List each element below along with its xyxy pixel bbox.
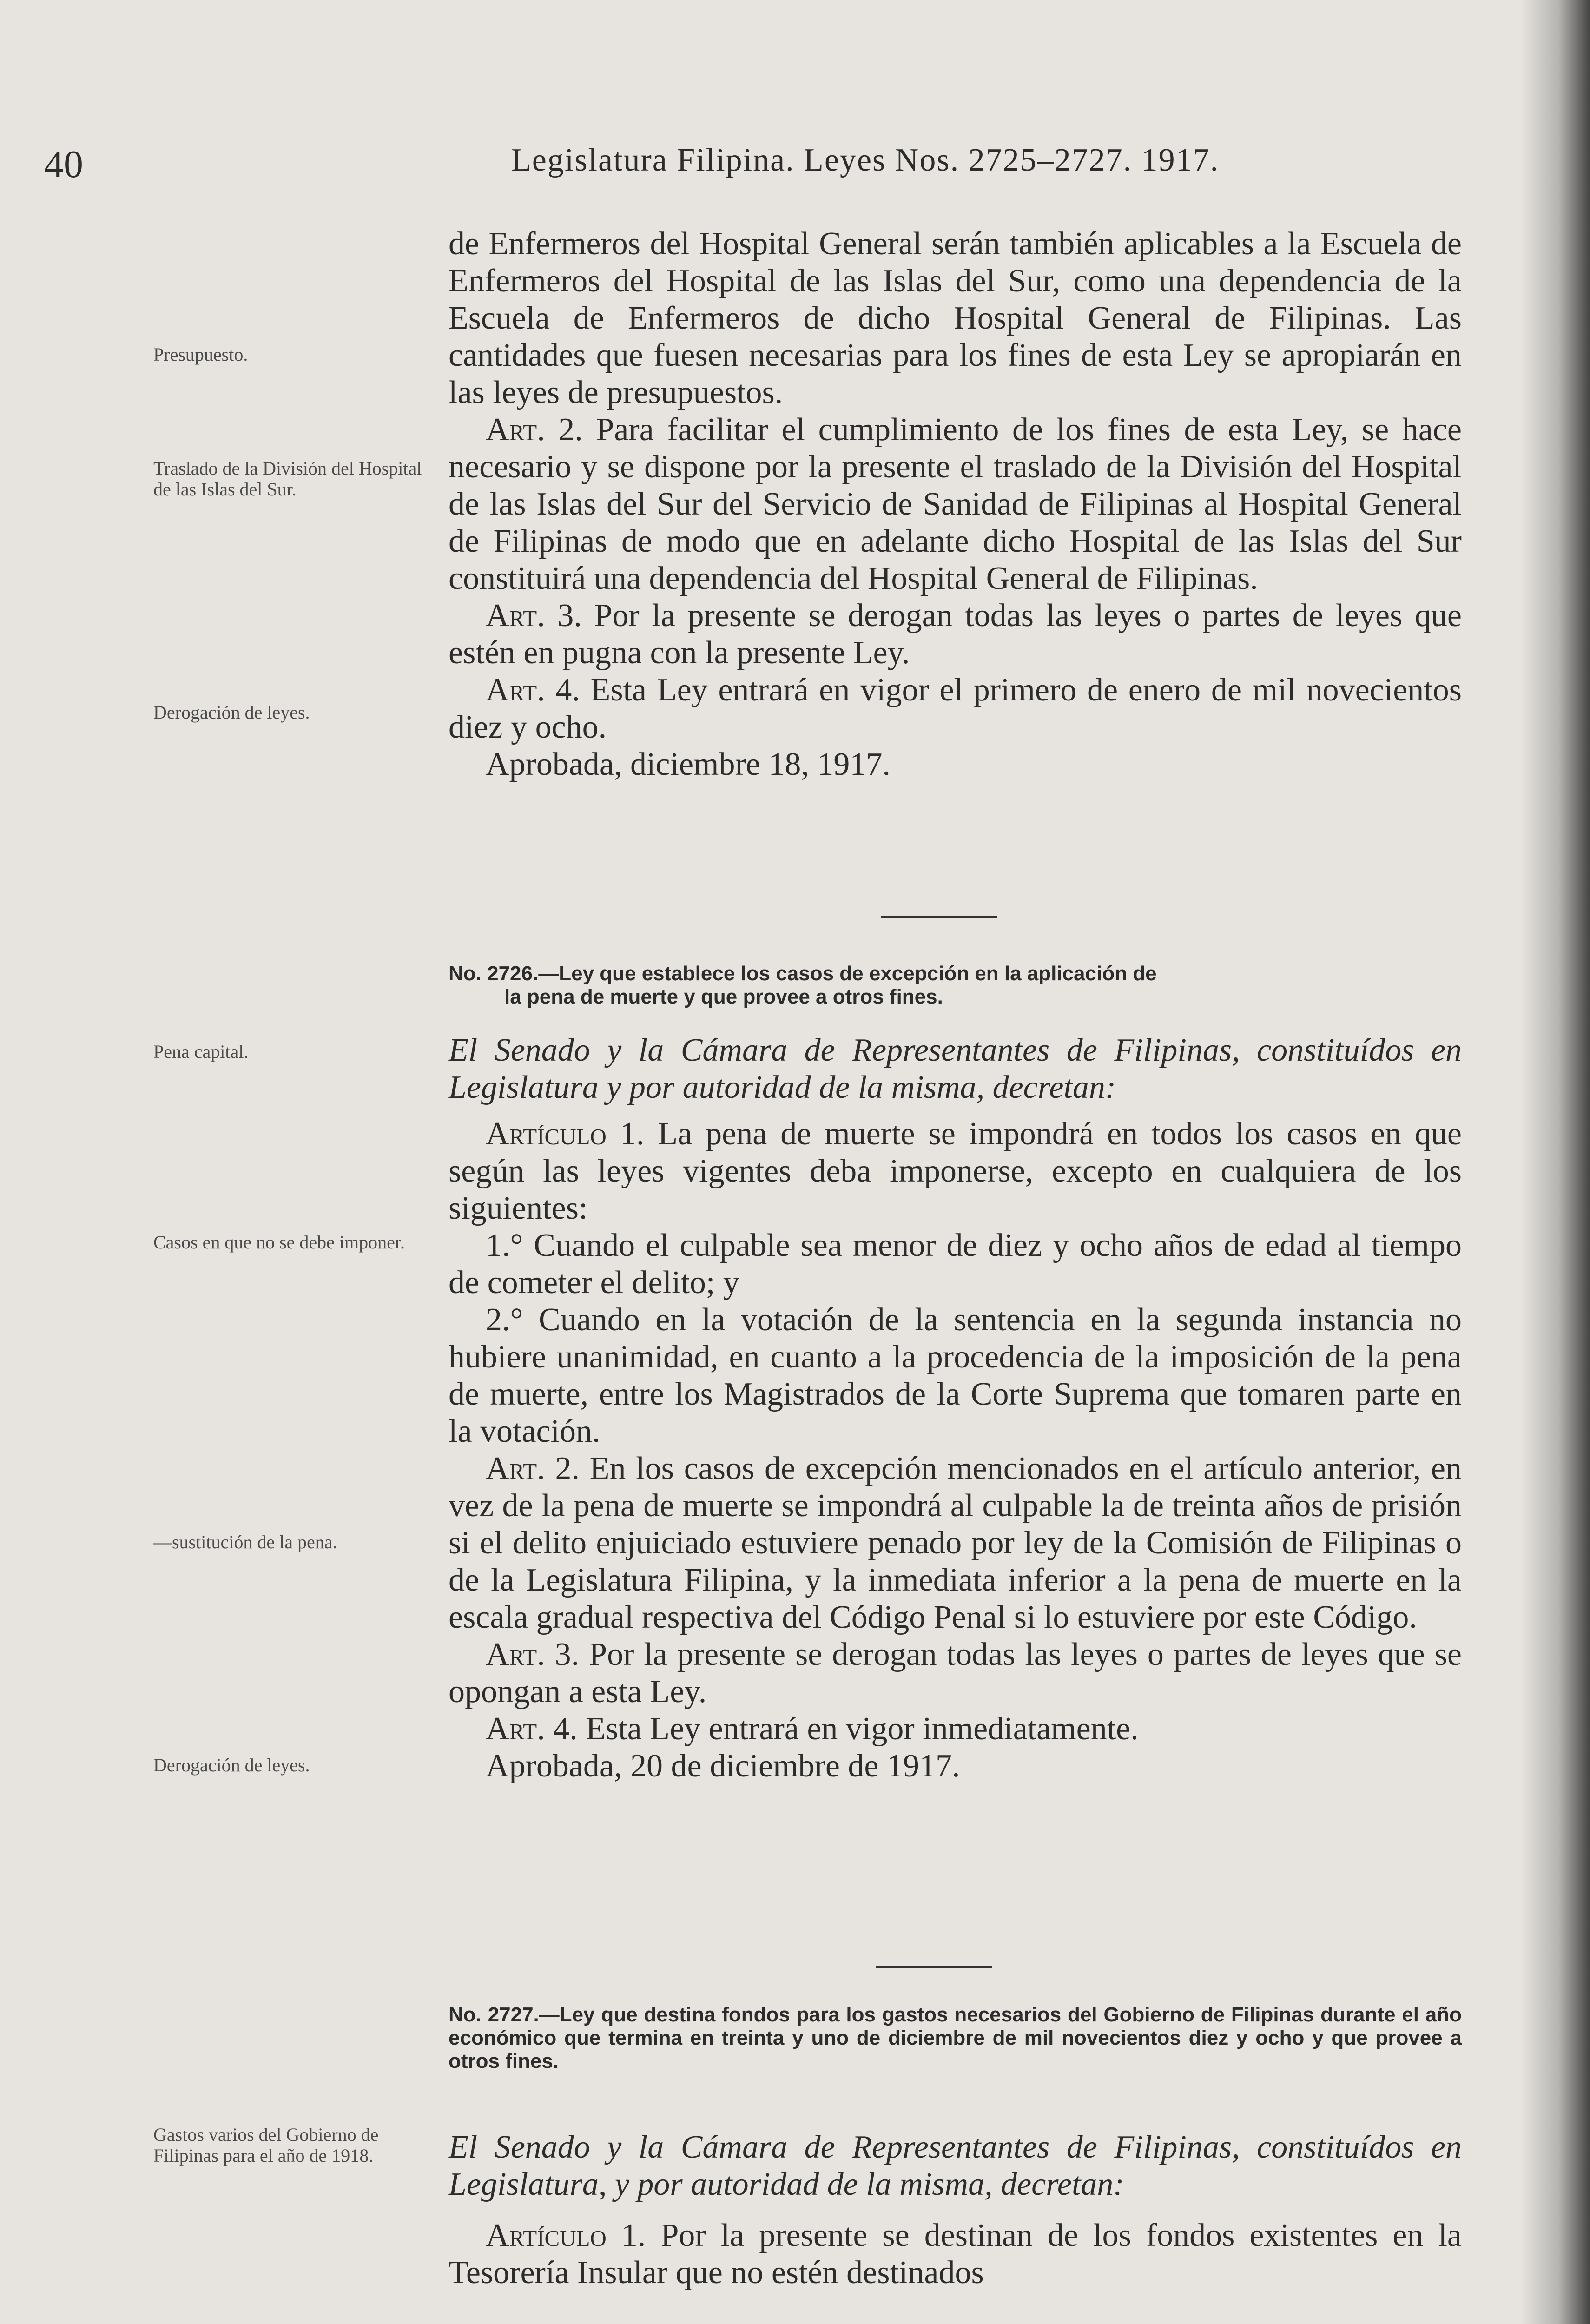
article-label: Art. 2. [486, 412, 583, 448]
section-divider [876, 1966, 992, 1968]
section-divider [881, 916, 997, 918]
law-2727-heading [449, 2003, 1462, 2073]
margin-note-derogacion-1: Derogación de leyes. [153, 702, 310, 723]
law-2726-heading [449, 962, 1462, 1009]
article-text: La pena de muerte se impondrá en todos los casos en que según las leyes vigentes deba imponerse, excepto en cualquiera de los siguientes: [449, 1116, 1462, 1226]
paragraph: de Enfermeros del Hospital General serán también aplicables a la Escuela de Enfermeros del Hospital de las Islas del Sur, como una dependencia de la Escuela de Enfermeros de dicho Hospital General de Filipinas. Las cantidades que fuesen necesarias para los fines de esta Ley se apropiarán en las leyes de presupuestos. [449, 226, 1462, 410]
law-2725-text [449, 225, 1462, 783]
article-label: Art. 3. [486, 598, 582, 634]
article-2 [449, 411, 1462, 597]
margin-note-sustitucion: —sustitución de la pena. [153, 1532, 337, 1552]
approval-date: Aprobada, 20 de diciembre de 1917. [486, 1748, 960, 1784]
article-1 [449, 1116, 1462, 1227]
article-label: Artículo 1. [486, 2218, 646, 2253]
page-number: 40 [44, 143, 83, 186]
law-number: No. 2726. [449, 962, 539, 985]
law-number: No. 2727. [449, 2003, 539, 2026]
article-text: Esta Ley entrará en vigor inmediatamente. [577, 1711, 1139, 1747]
enacting-clause: El Senado y la Cámara de Representantes de Filipinas, constituídos en Legislatura, y por autoridad de la misma, decretan: [449, 2129, 1462, 2202]
margin-note-traslado: Traslado de la División del Hospital de las Islas del Sur. [153, 458, 422, 500]
article-label: Artículo 1. [486, 1116, 645, 1152]
approval-date: Aprobada, diciembre 18, 1917. [486, 746, 891, 782]
margin-note-gastos: Gastos varios del Gobierno de Filipinas para el año de 1918. [153, 2124, 379, 2166]
margin-note-casos: Casos en que no se debe imponer. [153, 1232, 405, 1253]
article-2 [449, 1450, 1462, 1636]
article-text: En los casos de excepción mencionados en el artículo anterior, en vez de la pena de muerte se impondrá al culpable la de treinta años de prisión si el delito enjuiciado estuviere penado por ley de la Comisión de Filipinas o de la Legislatura Filipina, y la inmediata inferior a la pena de muerte en la escala gradual respectiva del Código Penal si lo estuviere por este Código. [449, 1451, 1462, 1635]
law-title: —Ley que destina fondos para los gastos necesarios del Gobierno de Filipinas durante el año económico que termina en treinta y uno de diciembre de mil novecientos diez y ocho y que provee a otros fines. [449, 2003, 1462, 2073]
law-2727-text [449, 2129, 1462, 2291]
margin-note-pena-capital: Pena capital. [153, 1041, 249, 1062]
article-3 [449, 1636, 1462, 1710]
article-label: Art. 4. [486, 1711, 578, 1747]
article-label: Art. 2. [486, 1451, 580, 1486]
running-title: Legislatura Filipina. Leyes Nos. 2725–2727. 1917. [511, 142, 1220, 178]
law-2726-text [449, 1032, 1462, 1785]
article-text: Esta Ley entrará en vigor el primero de enero de mil novecientos diez y ocho. [449, 672, 1462, 745]
article-text: Por la presente se derogan todas las leyes o partes de leyes que estén en pugna con la presente Ley. [449, 598, 1462, 671]
enacting-clause: El Senado y la Cámara de Representantes de Filipinas, constituídos en Legislatura y por autoridad de la misma, decretan: [449, 1032, 1462, 1105]
margin-note-derogacion-2: Derogación de leyes. [153, 1755, 310, 1776]
article-4 [449, 1710, 1462, 1748]
law-title-continued: la pena de muerte y que provee a otros fines. [504, 985, 943, 1008]
article-4 [449, 672, 1462, 746]
article-label: Art. 3. [486, 1637, 580, 1672]
article-3 [449, 597, 1462, 672]
article-1 [449, 2217, 1462, 2291]
article-label: Art. 4. [486, 672, 580, 708]
list-item: 1.° Cuando el culpable sea menor de diez y ocho años de edad al tiempo de cometer el delito; y [449, 1228, 1462, 1301]
page-header [44, 142, 1485, 198]
margin-note-presupuesto: Presupuesto. [153, 344, 248, 365]
page-edge-shadow [1520, 0, 1590, 2324]
law-title: —Ley que establece los casos de excepción en la aplicación de [538, 962, 1157, 985]
article-text: Por la presente se destinan de los fondos existentes en la Tesorería Insular que no estén destinados [449, 2218, 1462, 2291]
article-text: Por la presente se derogan todas las leyes o partes de leyes que se opongan a esta Ley. [449, 1637, 1462, 1710]
list-item: 2.° Cuando en la votación de la sentencia en la segunda instancia no hubiere unanimidad, en cuanto a la procedencia de la imposición de la pena de muerte, entre los Magistrados de la Corte Suprema que tomaren parte en la votación. [449, 1302, 1462, 1449]
article-text: Para facilitar el cumplimiento de los fines de esta Ley, se hace necesario y se dispone por la presente el traslado de la División del Hospital de las Islas del Sur del Servicio de Sanidad de Filipinas al Hospital General de Filipinas de modo que en adelante dicho Hospital de las Islas del Sur constituirá una dependencia del Hospital General de Filipinas. [449, 412, 1462, 596]
